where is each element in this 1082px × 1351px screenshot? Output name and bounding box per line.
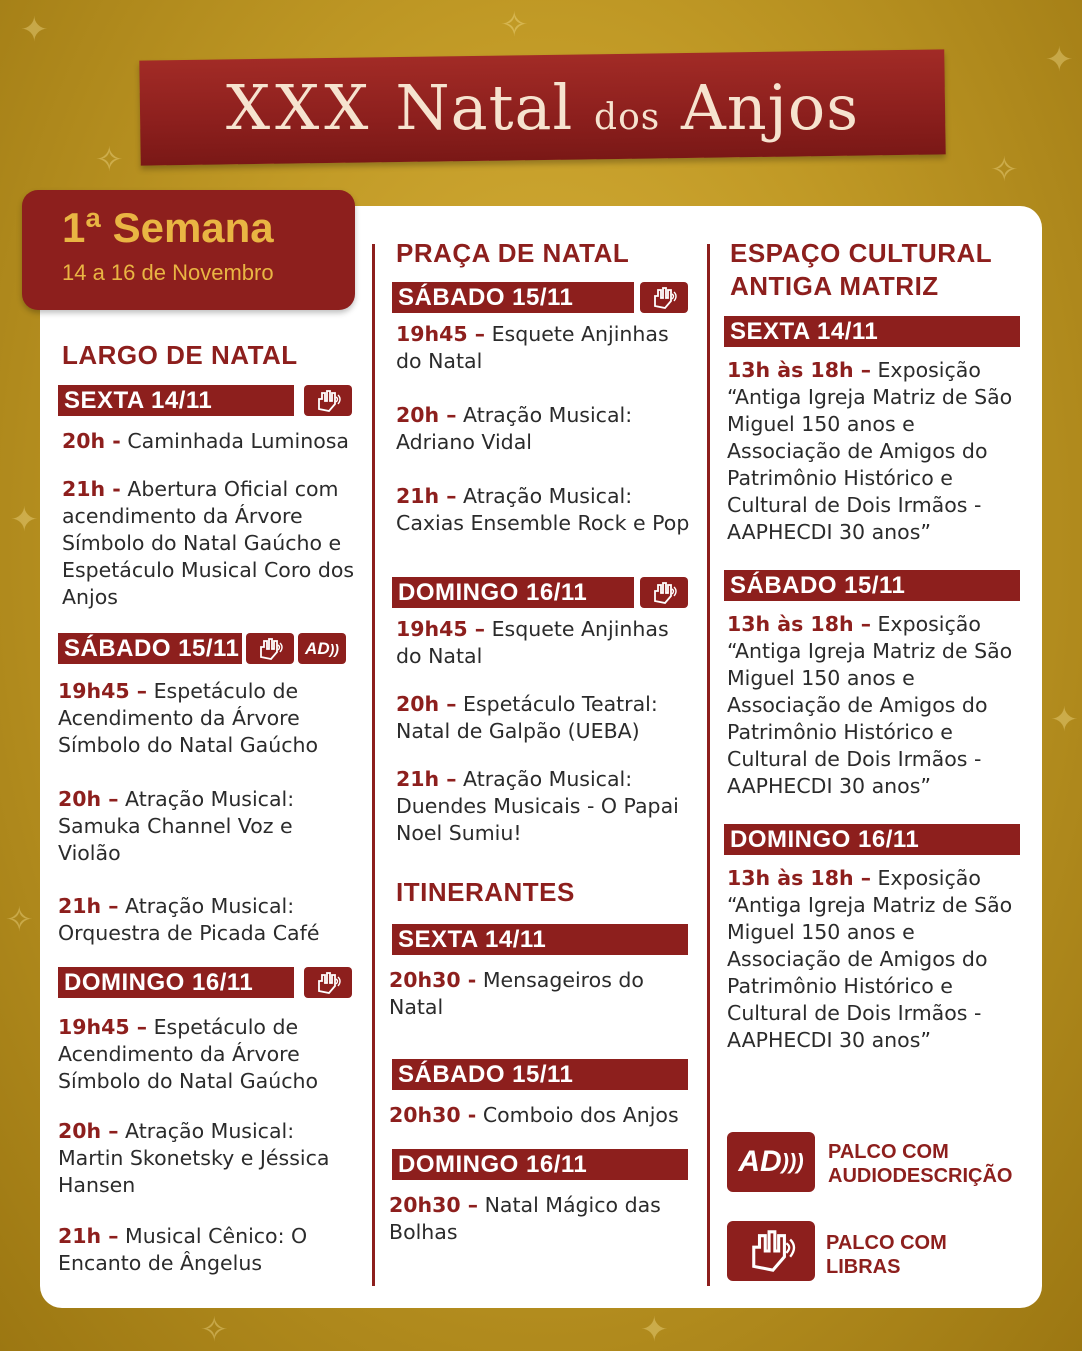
event-item: [62, 428, 358, 455]
event-item: [58, 786, 358, 867]
section-title: ITINERANTES: [396, 877, 575, 907]
day-label: DOMINGO 16/11: [392, 1149, 688, 1180]
title-edition: XXX: [225, 71, 374, 144]
legend-ad-text: [828, 1140, 1012, 1188]
libras-icon: [315, 971, 341, 995]
ad-legend-label: AD: [738, 1145, 782, 1178]
libras-badge: [304, 385, 352, 416]
day-label: SÁBADO 15/11: [724, 570, 1020, 601]
event-text: Atração Musical: Orquestra de Picada Café: [58, 894, 320, 945]
espaco-column: [724, 238, 1024, 1054]
event-time: 13h às 18h –: [727, 358, 871, 382]
ad-label: AD: [305, 638, 330, 658]
day-header: [392, 577, 697, 608]
event-time: 19h45 –: [396, 617, 486, 641]
event-time: 21h -: [62, 477, 121, 501]
event-text: Atração Musical: Adriano Vidal: [396, 403, 633, 454]
star-icon: ✦: [10, 500, 39, 540]
day-header: [58, 967, 358, 998]
libras-icon: [651, 286, 677, 310]
section-title: LARGO DE NATAL: [62, 340, 298, 370]
event-item: [396, 616, 697, 670]
legend-ad-line1: PALCO COM: [828, 1141, 949, 1163]
event-item: [58, 1223, 358, 1277]
event-time: 21h –: [396, 767, 457, 791]
event-time: 19h45 –: [58, 679, 148, 703]
event-text: Natal Mágico das Bolhas: [389, 1193, 661, 1244]
event-item: [58, 1118, 358, 1199]
angel-icon: ✧: [95, 140, 124, 180]
day-label: SÁBADO 15/11: [392, 282, 634, 313]
week-dates: 14 a 16 de Novembro: [62, 260, 274, 285]
event-text: Atração Musical: Duendes Musicais - O Papai Noel Sumiu!: [396, 767, 679, 845]
title-natal: Natal: [395, 71, 574, 144]
event-item: [727, 611, 1022, 800]
event-time: 19h45 –: [396, 322, 486, 346]
star-icon: ✧: [5, 900, 34, 940]
event-text: Esquete Anjinhas do Natal: [396, 322, 669, 373]
libras-badge: [246, 633, 294, 664]
event-text: Abertura Oficial com acendimento da Árvore Símbolo do Natal Gaúcho e Espetáculo Musical Coro dos Anjos: [62, 477, 355, 609]
event-time: 13h às 18h –: [727, 612, 871, 636]
page-title: [140, 58, 945, 158]
event-item: [62, 476, 358, 611]
column-divider: [707, 244, 710, 1286]
event-text: Exposição “Antiga Igreja Matriz de São Miguel 150 anos e Associação de Amigos do Patrimônio Histórico e Cultural de Dois Irmãos - AAPHECDI 30 anos”: [727, 358, 1013, 544]
event-text: Atração Musical: Samuka Channel Voz e Violão: [58, 787, 295, 865]
day-label: DOMINGO 16/11: [724, 824, 1020, 855]
event-time: 20h –: [58, 787, 119, 811]
star-icon: ✧: [200, 1310, 229, 1350]
legend-ad-box: [727, 1132, 815, 1192]
section-title: ANTIGA MATRIZ: [730, 271, 939, 301]
libras-icon: [651, 581, 677, 605]
ad-badge: AD )): [298, 633, 346, 664]
event-text: Exposição “Antiga Igreja Matriz de São Miguel 150 anos e Associação de Amigos do Patrimônio Histórico e Cultural de Dois Irmãos - AAPHECDI 30 anos”: [727, 866, 1013, 1052]
event-item: [58, 1014, 358, 1095]
event-time: 21h –: [396, 484, 457, 508]
event-time: 20h30 -: [389, 1103, 477, 1127]
event-item: [396, 321, 697, 375]
event-time: 20h –: [58, 1119, 119, 1143]
legend-libras-text: [826, 1231, 947, 1279]
event-text: Esquete Anjinhas do Natal: [396, 617, 669, 668]
day-header: [58, 633, 358, 664]
event-text: Atração Musical: Martin Skonetsky e Jéssica Hansen: [58, 1119, 330, 1197]
column-divider: [372, 244, 375, 1286]
event-time: 20h –: [396, 692, 457, 716]
event-text: Espetáculo de Acendimento da Árvore Símbolo do Natal Gaúcho: [58, 679, 319, 757]
section-title: ESPAÇO CULTURAL: [730, 238, 993, 268]
event-text: Comboio dos Anjos: [482, 1103, 679, 1127]
event-item: [396, 483, 697, 537]
day-label: DOMINGO 16/11: [58, 967, 294, 998]
event-text: Espetáculo de Acendimento da Árvore Símbolo do Natal Gaúcho: [58, 1015, 319, 1093]
section-title: PRAÇA DE NATAL: [396, 238, 630, 268]
event-time: 20h30 –: [389, 1193, 479, 1217]
event-time: 20h -: [62, 429, 121, 453]
event-time: 19h45 –: [58, 1015, 148, 1039]
event-time: 20h30 -: [389, 968, 477, 992]
event-text: Musical Cênico: O Encanto de Ângelus: [58, 1224, 308, 1275]
event-time: 20h –: [396, 403, 457, 427]
event-item: [389, 967, 697, 1021]
praca-column: [389, 238, 697, 1246]
event-text: Atração Musical: Caxias Ensemble Rock e Pop: [396, 484, 690, 535]
event-item: [389, 1192, 697, 1246]
legend-libras-line2: LIBRAS: [826, 1256, 901, 1278]
legend-ad-line2: AUDIODESCRIÇÃO: [828, 1165, 1013, 1187]
legend-libras-box: [727, 1221, 815, 1281]
event-text: Exposição “Antiga Igreja Matriz de São Miguel 150 anos e Associação de Amigos do Patrimônio Histórico e Cultural de Dois Irmãos - AAPHECDI 30 anos”: [727, 612, 1013, 798]
event-text: Caminhada Luminosa: [127, 429, 349, 453]
star-icon: ✦: [20, 10, 49, 50]
day-label: SEXTA 14/11: [58, 385, 294, 416]
legend-libras-line1: PALCO COM: [826, 1232, 947, 1254]
largo-column: [58, 340, 358, 1277]
event-time: 21h –: [58, 1224, 119, 1248]
event-item: [58, 678, 358, 759]
day-header: [392, 282, 697, 313]
libras-icon: [257, 637, 283, 661]
day-header: [58, 385, 358, 416]
libras-icon: [315, 389, 341, 413]
event-item: [389, 1102, 697, 1129]
event-item: [396, 691, 697, 745]
libras-icon: [745, 1228, 797, 1274]
event-item: [727, 357, 1022, 546]
day-label: SEXTA 14/11: [724, 316, 1020, 347]
title-anjos: Anjos: [680, 71, 860, 144]
week-title: 1ª Semana: [62, 204, 274, 251]
libras-badge: [640, 577, 688, 608]
libras-badge: [304, 967, 352, 998]
event-item: [727, 865, 1022, 1054]
day-label: SÁBADO 15/11: [58, 633, 242, 664]
day-label: DOMINGO 16/11: [392, 577, 634, 608]
event-item: [396, 766, 697, 847]
event-text: Mensageiros do Natal: [389, 968, 644, 1019]
event-item: [396, 402, 697, 456]
sound-waves-icon: ))): [781, 1149, 804, 1174]
title-dos: dos: [594, 97, 661, 138]
day-label: SÁBADO 15/11: [392, 1059, 688, 1090]
star-icon: ✧: [990, 150, 1019, 190]
event-item: [58, 893, 358, 947]
star-icon: ✦: [1045, 40, 1074, 80]
event-time: 21h –: [58, 894, 119, 918]
day-label: SEXTA 14/11: [392, 924, 688, 955]
star-icon: ✧: [500, 5, 529, 45]
star-icon: ✦: [640, 1310, 669, 1350]
week-badge: [22, 190, 355, 310]
libras-badge: [640, 282, 688, 313]
event-time: 13h às 18h –: [727, 866, 871, 890]
star-icon: ✦: [1050, 700, 1079, 740]
event-text: Espetáculo Teatral: Natal de Galpão (UEBA): [396, 692, 658, 743]
